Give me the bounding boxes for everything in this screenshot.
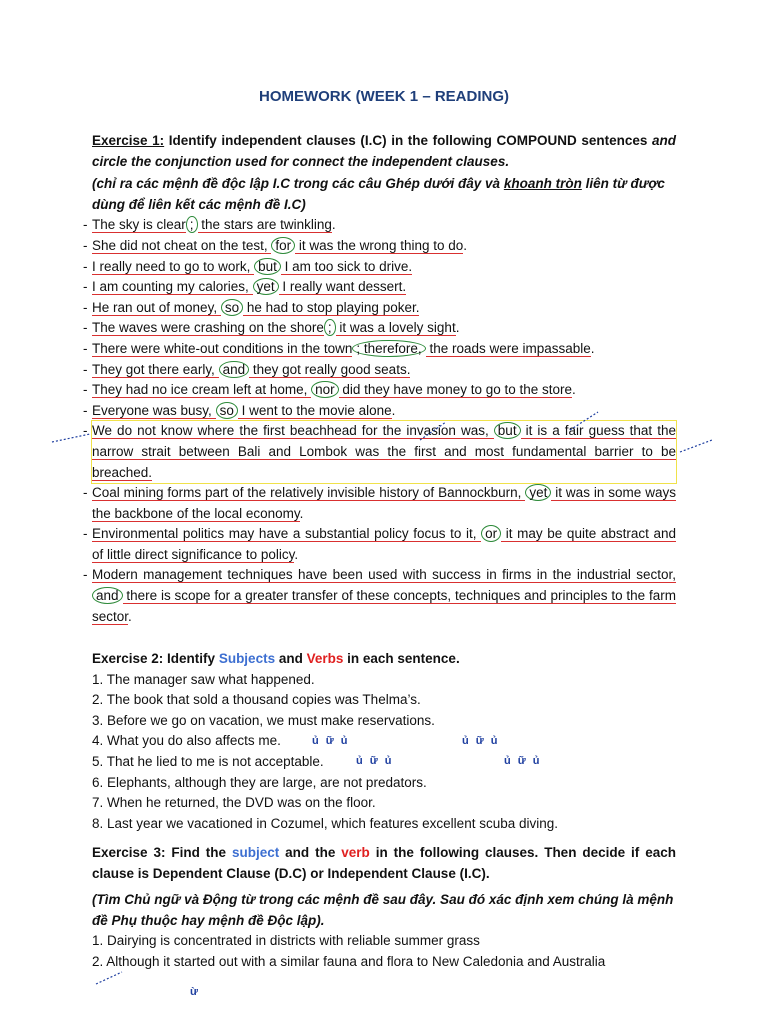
sentence-end: . [590, 340, 595, 356]
exercise-1-instruction: Identify independent clauses (I.C) in the following COMPOUND sentences [164, 133, 652, 148]
exercise-2-item: 5. That he lied to me is not acceptable. [92, 753, 324, 769]
independent-clause-1: Everyone was busy, [92, 402, 216, 418]
conjunction: or [481, 525, 501, 542]
sentence-end: . [128, 608, 132, 624]
exercise-2-tail: in each sentence. [343, 651, 460, 666]
subjects-word: Subjects [218, 651, 276, 666]
conjunction: ; therefore, [352, 340, 425, 357]
sentence-end: . [463, 237, 468, 253]
independent-clause-1: I really need to go to work, [92, 258, 255, 274]
conjunction: but [254, 258, 281, 275]
exercise-2-item: 3. Before we go on vacation, we must make reservations. [92, 712, 435, 728]
conjunction: yet [525, 484, 551, 501]
conjunction: so [221, 299, 243, 316]
exercise-2-item: 7. When he returned, the DVD was on the floor. [92, 795, 376, 811]
arrow-icon [680, 440, 712, 452]
annotation-mark: ủ ữ ủ [312, 735, 350, 747]
annotation-mark: ủ ữ ủ [356, 755, 394, 767]
exercise-2-item: 2. The book that sold a thousand copies was Thelma’s. [92, 692, 421, 708]
arrow-icon [52, 434, 90, 442]
independent-clause-2: there is scope for a greater transfer of these concepts, techniques and principles to the farm sector [92, 588, 676, 624]
conjunction: for [271, 237, 295, 254]
exercise-3-instruction: in the following clauses. Then decide if each clause is Dependent Clause (D.C) or Independent Clause (I.C). [92, 845, 676, 881]
independent-clause-2: I really want dessert. [278, 279, 407, 295]
independent-clause-2: he had to stop playing poker. [243, 299, 420, 315]
conjunction: and [92, 587, 123, 604]
conjunction: ; [186, 216, 198, 233]
independent-clause-2: it may be quite abstract and of little direct significance to policy [92, 526, 676, 562]
independent-clause-1: Modern management techniques have been used with success in firms in the industrial sector, [92, 567, 676, 583]
conjunction: nor [311, 381, 339, 398]
independent-clause-1: The sky is clear [92, 217, 186, 233]
and-the-word: and the [279, 845, 342, 860]
independent-clause-2: did they have money to go to the store [338, 382, 573, 398]
independent-clause-1: We do not know where the first beachhead for the invasion was, [92, 423, 494, 439]
exercise-3-item: 2. Although it started out with a similar fauna and flora to New Caledonia and Australia [92, 953, 606, 969]
sentence-end: . [299, 505, 304, 521]
exercise-3-vietnamese: (Tìm Chủ ngữ và Động từ trong các mệnh đề sau đây. Sau đó xác định xem chúng là mệnh đề Phụ thuộc hay mệnh đề Độc lập). [92, 892, 674, 928]
independent-clause-2: it is a fair guess that the narrow strait between Bali and Lombok was the first and most fundamental barrier to be breached. [92, 423, 676, 480]
independent-clause-2: the stars are twinkling [197, 217, 332, 233]
viet-text-underlined: khoanh tròn [503, 176, 582, 192]
and-word: and [275, 651, 307, 666]
independent-clause-1: Environmental politics may have a substantial policy focus to it, [92, 526, 482, 542]
sentence-end: . [572, 382, 576, 398]
exercise-3-item: 1. Dairying is concentrated in districts with reliable summer grass [92, 933, 480, 949]
exercise-2-item: 4. What you do also affects me. [92, 733, 281, 749]
arrow-icon [420, 422, 446, 440]
verb-word: verb [341, 845, 370, 860]
conjunction: and [219, 361, 250, 378]
exercise-1-label: Exercise 1: [92, 133, 165, 148]
exercise-2-item: 6. Elephants, although they are large, are not predators. [92, 774, 427, 790]
exercise-2-item: 1. The manager saw what happened. [92, 671, 315, 687]
page-title: HOMEWORK (WEEK 1 – READING) [258, 88, 509, 105]
independent-clause-1: Coal mining forms part of the relatively invisible history of Bannockburn, [92, 485, 526, 501]
independent-clause-1: She did not cheat on the test, [92, 237, 272, 253]
exercise-3-label: Exercise 3: Find the [92, 845, 232, 860]
exercise-2-item: 8. Last year we vacationed in Cozumel, which features excellent scuba diving. [92, 815, 559, 831]
independent-clause-2: it was a lovely sight [335, 320, 456, 336]
independent-clause-1: They got there early, [92, 361, 219, 377]
independent-clause-1: I am counting my calories, [92, 279, 253, 295]
exercise-1-instruction-italic: and circle the conjunction used for connect the independent clauses. [92, 133, 676, 169]
exercise-2-label: Exercise 2: Identify [92, 651, 219, 666]
independent-clause-1: He ran out of money, [92, 299, 221, 315]
sentence-end: . [455, 320, 460, 336]
annotation-mark: ủ ữ ủ [462, 735, 500, 747]
independent-clause-2: I went to the movie alone [237, 402, 392, 418]
conjunction: yet [253, 278, 279, 295]
subject-word: subject [231, 845, 280, 860]
sentence-end: . [294, 546, 299, 562]
arrow-icon [570, 412, 598, 430]
independent-clause-1: There were white-out conditions in the town [92, 340, 353, 356]
viet-text-a: (chỉ ra các mệnh đề độc lập I.C trong các câu Ghép dưới đây và [92, 176, 504, 192]
conjunction: but [494, 422, 521, 439]
independent-clause-2: it was in some ways the backbone of the local economy [92, 485, 676, 521]
annotation-mark: ủ ữ ủ [504, 755, 542, 767]
verbs-word: Verbs [306, 651, 344, 666]
independent-clause-2: the roads were impassable [425, 340, 591, 356]
conjunction: ; [324, 319, 336, 336]
independent-clause-2: they got really good seats. [249, 361, 411, 377]
annotation-mark: ừ [190, 986, 200, 998]
independent-clause-2: I am too sick to drive. [280, 258, 413, 274]
sentence-end: . [331, 217, 336, 233]
viet-text-b: liên từ được dùng để liên kết các mệnh đề I.C) [92, 176, 665, 212]
independent-clause-1: They had no ice cream left at home, [92, 382, 312, 398]
arrow-icon [96, 972, 122, 984]
independent-clause-2: it was the wrong thing to do [295, 237, 464, 253]
conjunction: so [216, 402, 238, 419]
independent-clause-1: The waves were crashing on the shore [92, 320, 324, 336]
sentence-end: . [391, 402, 396, 418]
